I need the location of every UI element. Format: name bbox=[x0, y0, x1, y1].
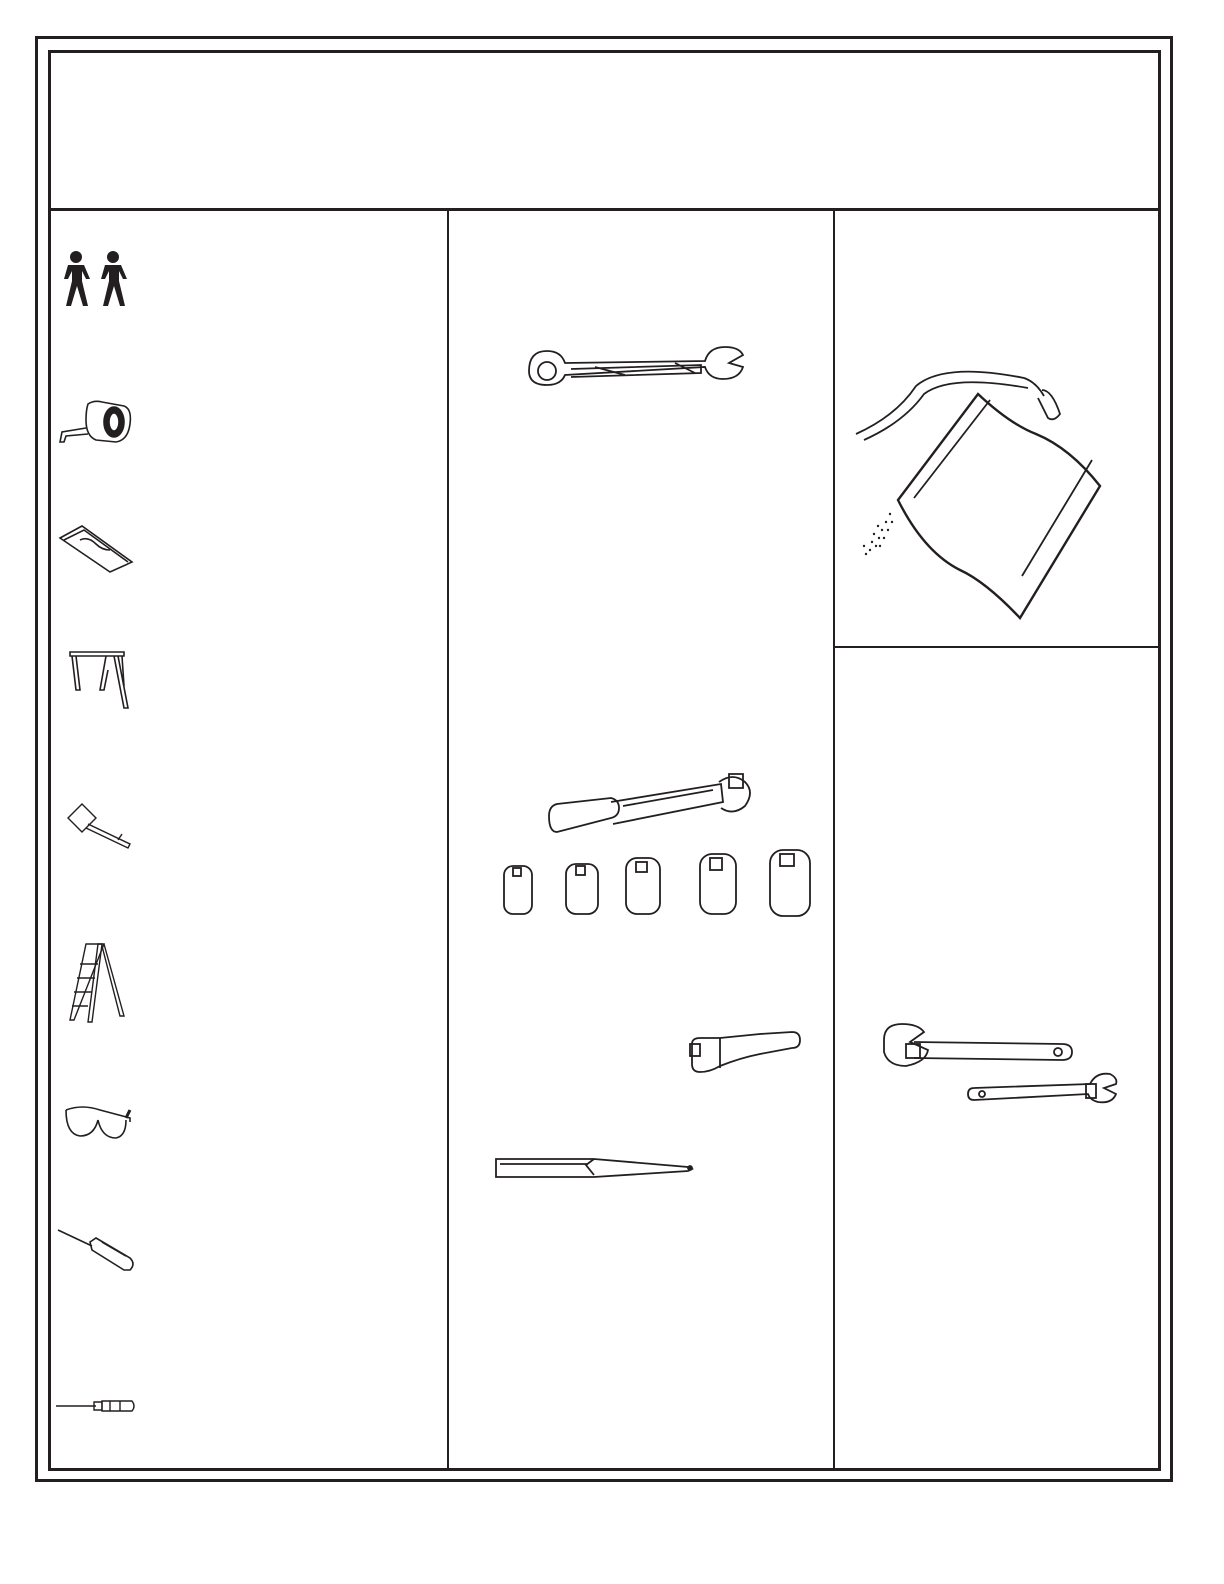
step-ladder-icon bbox=[70, 940, 128, 1024]
two-people-icon bbox=[58, 250, 134, 306]
sawhorse-icon bbox=[66, 648, 132, 712]
header-area bbox=[51, 53, 1158, 208]
socket-set-icon bbox=[498, 846, 816, 920]
combination-wrench-icon bbox=[525, 345, 747, 395]
adjustable-wrenches-icon bbox=[876, 1020, 1122, 1114]
punch-icon bbox=[494, 1156, 698, 1180]
tape-measure-icon bbox=[58, 398, 134, 450]
socket-extension-icon bbox=[684, 1028, 806, 1076]
hose-and-sandbag-icon bbox=[852, 364, 1108, 600]
ratchet-icon bbox=[543, 770, 779, 842]
column-divider-right bbox=[833, 211, 835, 1468]
column-divider-left bbox=[447, 211, 449, 1468]
header-divider bbox=[51, 208, 1158, 211]
inner-border bbox=[48, 50, 1161, 1471]
phillips-screwdriver-icon bbox=[56, 1226, 136, 1272]
rubber-mallet-icon bbox=[64, 800, 136, 850]
safety-glasses-icon bbox=[62, 1100, 134, 1144]
utility-knife-icon bbox=[58, 520, 134, 572]
flat-screwdriver-icon bbox=[54, 1398, 140, 1414]
right-column-divider bbox=[835, 646, 1158, 648]
